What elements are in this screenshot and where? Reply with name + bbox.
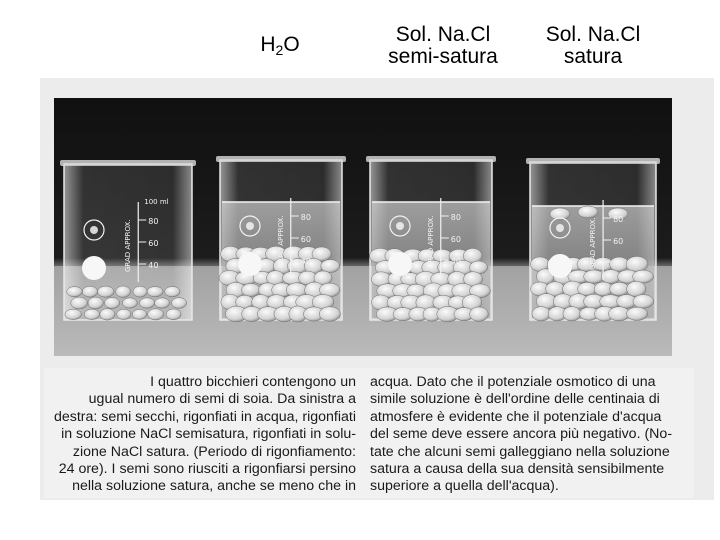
graduation-mark-label: 40 — [300, 257, 311, 266]
saturated-column-header — [530, 24, 656, 68]
caption-right-line: del seme deve essere ancora più negativo. (No- — [370, 426, 673, 443]
graduation-mark-label: 80 — [300, 213, 311, 222]
soybean-seed — [67, 287, 83, 297]
caption-block — [44, 368, 694, 498]
white-label-dot — [548, 254, 572, 278]
soybean-seed — [626, 256, 648, 272]
soybean-seed — [84, 309, 99, 319]
grad-approx-label: GRAD APPROX. — [426, 215, 435, 268]
soybean-seed — [97, 286, 114, 297]
soybean-seed — [166, 309, 181, 320]
white-label-dot — [238, 252, 262, 276]
soybean-seed — [532, 307, 550, 321]
beaker — [216, 156, 346, 322]
caption-left-line: destra: semi secchi, rigonfiati in acqua, rigonfiati — [53, 408, 356, 425]
graduation-mark-label: 60 — [613, 237, 624, 246]
caption-left-column — [44, 374, 356, 496]
grad-approx-label: GRAD APPROX. — [124, 219, 133, 272]
caption-right-line: superiore a quella dell'acqua). — [370, 478, 559, 495]
beaker-rim — [216, 156, 346, 162]
semi-saturated-column-header — [360, 24, 526, 68]
graduation-mark-label: 60 — [300, 235, 311, 244]
caption-right-column — [370, 374, 692, 496]
semi-saturated-header-line1: Sol. Na.Cl — [395, 23, 491, 46]
beaker-rim — [60, 160, 196, 166]
soybean-seed — [122, 298, 137, 308]
white-label-dot — [82, 256, 106, 280]
graduation-mark-label: 80 — [450, 213, 461, 222]
saturated-header-line1: Sol. Na.Cl — [545, 23, 641, 46]
caption-left-line: nella soluzione satura, anche se meno che in — [72, 478, 356, 495]
floating-seed — [578, 206, 598, 218]
soybean-seed — [88, 297, 103, 309]
caption-right-line: simile soluzione è dell'ordine delle centinaia di — [370, 391, 660, 408]
soybean-seed — [71, 297, 88, 309]
soybean-seed — [242, 283, 261, 296]
grad-approx-label: GRAD APPROX. — [589, 217, 598, 270]
soybean-seed — [610, 282, 629, 295]
soybean-seed — [563, 307, 581, 321]
caption-left-line: in soluzione NaCl semisatura, rigonfiati in solu- — [61, 426, 356, 443]
soybean-seed — [116, 286, 131, 298]
water-column-header — [240, 34, 320, 56]
graduation-mark-label: 80 — [613, 215, 624, 224]
beaker-rim — [366, 156, 496, 162]
grad-approx-label: GRAD APPROX. — [276, 215, 285, 268]
soybean-seed — [155, 298, 170, 308]
beaker — [526, 158, 660, 321]
soybean-seed — [321, 259, 340, 272]
graduation-mark-label: 40 — [450, 257, 461, 266]
soybean-seed — [65, 309, 82, 319]
soybean-seed — [165, 286, 180, 296]
soybean-seed — [148, 309, 164, 320]
soybean-seed — [82, 286, 97, 297]
soybean-seed — [172, 298, 187, 309]
graduation-mark-label: 40 — [613, 259, 624, 268]
soybean-seed — [117, 309, 131, 319]
beaker — [60, 160, 196, 320]
graduation-mark-label: 60 — [450, 235, 461, 244]
soybean-seed — [132, 309, 146, 319]
semi-saturated-header-line2: semi-satura — [388, 45, 498, 68]
water-formula-subscript: 2 — [275, 42, 284, 58]
brand-logo-center-icon — [90, 226, 98, 234]
caption-left-line: ugual numero di semi di soia. Da sinistra a — [88, 391, 356, 408]
brand-logo-center-icon — [556, 224, 564, 232]
beaker-rim — [526, 158, 660, 164]
water-formula-o: O — [283, 33, 300, 56]
soybean-seed — [139, 298, 154, 308]
soybean-seed — [105, 297, 120, 308]
beaker — [366, 156, 496, 322]
water-formula-h: H — [260, 33, 276, 56]
beakers-photograph — [54, 98, 672, 356]
soybean-seed — [470, 307, 489, 321]
saturated-header-line2: satura — [563, 45, 623, 68]
soybean-seed — [133, 286, 147, 297]
graduation-mark-label: 60 — [148, 239, 159, 248]
caption-left-line: zione NaCl satura. (Periodo di rigonfiamento: — [72, 443, 356, 460]
brand-logo-center-icon — [396, 222, 404, 230]
soybean-seed — [633, 295, 654, 309]
caption-right-line: satura a causa della sua densità sensibilmente — [370, 461, 665, 478]
brand-logo-center-icon — [246, 222, 254, 230]
caption-right-line: acqua. Dato che il potenziale osmotico di una — [370, 374, 656, 390]
soybean-seed — [147, 287, 163, 297]
caption-right-line: atmosfere è evidente che il potenziale d'acqua — [370, 408, 662, 425]
soybean-seed — [100, 309, 115, 321]
soybean-seed — [627, 307, 648, 320]
graduation-mark-label: 40 — [148, 261, 159, 270]
caption-right-line: tate che alcuni semi galleggiano nella soluzione — [370, 443, 670, 460]
volume-label: 100 ml — [144, 198, 169, 206]
caption-left-line: 24 ore). I semi sono riusciti a rigonfiarsi persino — [58, 461, 356, 478]
soybean-seed — [319, 307, 340, 322]
white-label-dot — [388, 252, 412, 276]
caption-left-line: I quattro bicchieri contengono un — [150, 374, 356, 390]
graduation-mark-label: 80 — [148, 217, 159, 226]
